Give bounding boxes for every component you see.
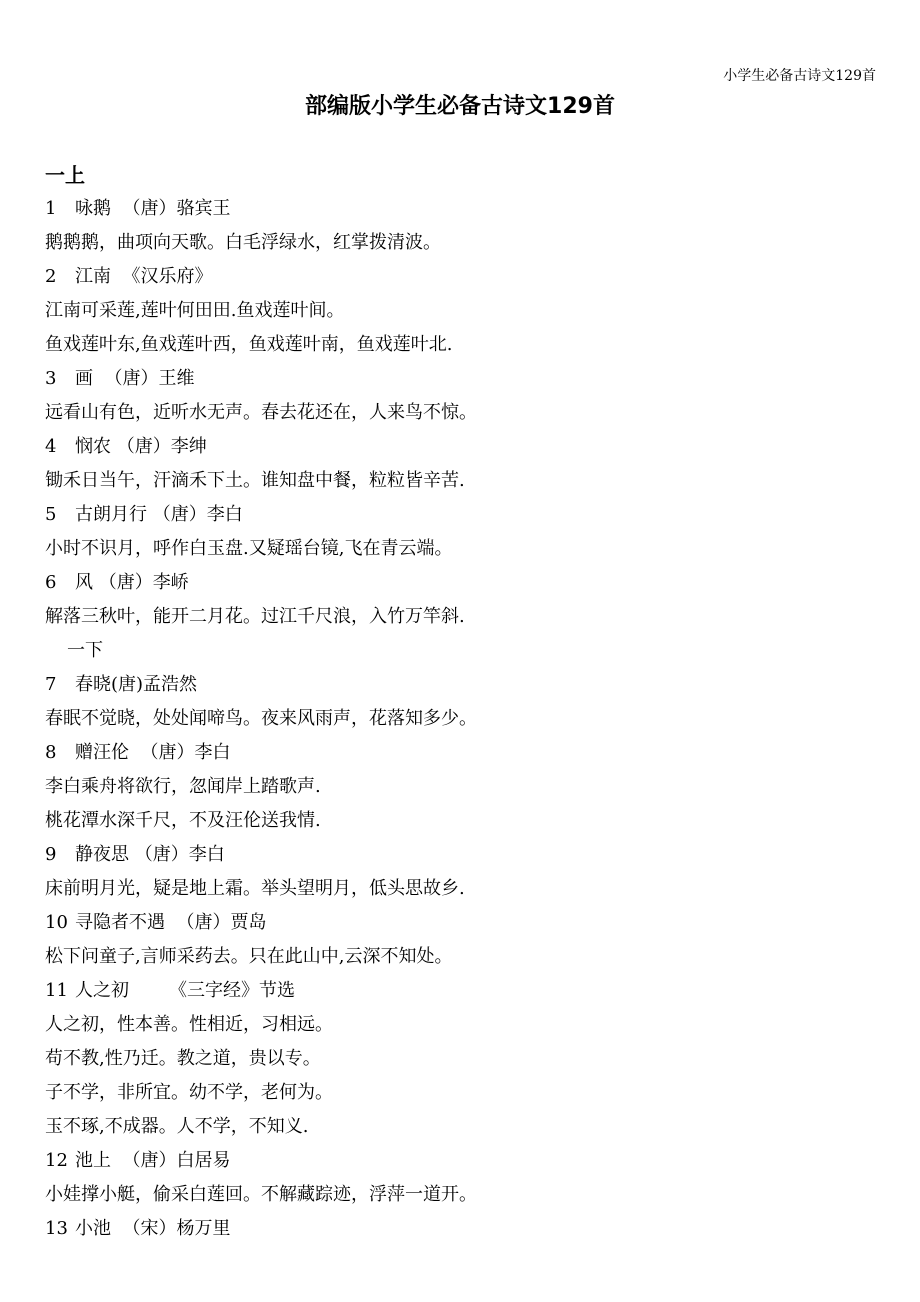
poem-title xyxy=(45,838,885,872)
poem-number: 11 xyxy=(45,980,68,1001)
poem-line: 春眠不觉晓，处处闻啼鸟。夜来风雨声，花落知多少。 xyxy=(45,708,477,729)
poem-title-text: 静夜思 （唐）李白 xyxy=(75,844,225,865)
poem-item xyxy=(45,566,885,634)
poem-number: 9 xyxy=(45,844,57,865)
poem-title xyxy=(45,192,885,226)
section-grade-1-second-term xyxy=(45,634,885,1246)
poem-number: 8 xyxy=(45,742,57,763)
poem-item xyxy=(45,906,885,974)
running-header: 小学生必备古诗文129首 xyxy=(723,68,876,84)
poem-item xyxy=(45,974,885,1144)
poem-line: 子不学，非所宜。幼不学，老何为。 xyxy=(45,1082,333,1103)
poem-number: 13 xyxy=(45,1218,68,1239)
poem-line: 人之初，性本善。性相近，习相远。 xyxy=(45,1014,333,1035)
poem-item xyxy=(45,498,885,566)
poem-item xyxy=(45,260,885,362)
poem-line: 锄禾日当午，汗滴禾下土。谁知盘中餐，粒粒皆辛苦. xyxy=(45,470,465,491)
poem-item xyxy=(45,668,885,736)
poem-line: 远看山有色，近听水无声。春去花还在，人来鸟不惊。 xyxy=(45,402,477,423)
poem-line: 苟不教,性乃迁。教之道，贵以专。 xyxy=(45,1048,321,1069)
poem-item xyxy=(45,1212,885,1246)
poem-number: 10 xyxy=(45,912,68,933)
poem-title-text: 古朗月行 （唐）李白 xyxy=(75,504,243,525)
poem-title-text: 悯农 （唐）李绅 xyxy=(75,436,207,457)
poem-item xyxy=(45,838,885,906)
poem-title-text: 咏鹅 （唐）骆宾王 xyxy=(75,198,231,219)
poem-line: 鱼戏莲叶东,鱼戏莲叶西，鱼戏莲叶南，鱼戏莲叶北. xyxy=(45,334,453,355)
poem-line: 桃花潭水深千尺，不及汪伦送我情. xyxy=(45,810,321,831)
poem-title xyxy=(45,736,885,770)
poem-title-text: 寻隐者不遇 （唐）贾岛 xyxy=(75,912,267,933)
poem-title xyxy=(45,260,885,294)
poem-number: 1 xyxy=(45,198,57,219)
poem-title xyxy=(45,430,885,464)
section-grade-1-first-term xyxy=(45,158,885,634)
poem-line: 松下问童子,言师采药去。只在此山中,云深不知处。 xyxy=(45,946,453,967)
poem-line: 玉不琢,不成器。人不学，不知义. xyxy=(45,1116,309,1137)
poem-item xyxy=(45,362,885,430)
poem-title-text: 风 （唐）李峤 xyxy=(75,572,189,593)
poem-line: 床前明月光，疑是地上霜。举头望明月，低头思故乡. xyxy=(45,878,465,899)
poem-title-text: 小池 （宋）杨万里 xyxy=(75,1218,231,1239)
poem-line: 小娃撑小艇，偷采白莲回。不解藏踪迹，浮萍一道开。 xyxy=(45,1184,477,1205)
poem-number: 2 xyxy=(45,266,57,287)
poem-number: 12 xyxy=(45,1150,68,1171)
poem-line: 解落三秋叶，能开二月花。过江千尺浪，入竹万竿斜. xyxy=(45,606,465,627)
poem-title-text: 江南 《汉乐府》 xyxy=(75,266,213,287)
document-body xyxy=(45,158,885,1246)
poem-number: 3 xyxy=(45,368,57,389)
poem-line: 江南可采莲,莲叶何田田.鱼戏莲叶间。 xyxy=(45,300,345,321)
poem-title xyxy=(45,906,885,940)
document-title: 部编版小学生必备古诗文129首 xyxy=(305,94,615,119)
poem-title xyxy=(45,668,885,702)
poem-item xyxy=(45,1144,885,1212)
poem-title-text: 春晓(唐)孟浩然 xyxy=(75,674,198,695)
poem-title xyxy=(45,362,885,396)
poem-line: 鹅鹅鹅，曲项向天歌。白毛浮绿水，红掌拨清波。 xyxy=(45,232,441,253)
poem-title xyxy=(45,1212,885,1246)
poem-title xyxy=(45,498,885,532)
section-heading: 一上 xyxy=(45,163,85,187)
poem-number: 7 xyxy=(45,674,57,695)
section-heading: 一下 xyxy=(67,640,103,661)
poem-number: 4 xyxy=(45,436,57,457)
poem-item xyxy=(45,430,885,498)
poem-item xyxy=(45,736,885,838)
poem-title-text: 画 （唐）王维 xyxy=(75,368,195,389)
poem-title-text: 人之初 《三字经》节选 xyxy=(75,980,296,1001)
poem-number: 6 xyxy=(45,572,57,593)
poem-line: 李白乘舟将欲行，忽闻岸上踏歌声. xyxy=(45,776,321,797)
poem-title-text: 赠汪伦 （唐）李白 xyxy=(75,742,231,763)
poem-number: 5 xyxy=(45,504,57,525)
poem-title xyxy=(45,566,885,600)
poem-title xyxy=(45,974,885,1008)
poem-title-text: 池上 （唐）白居易 xyxy=(75,1150,231,1171)
poem-line: 小时不识月，呼作白玉盘.又疑瑶台镜,飞在青云端。 xyxy=(45,538,453,559)
poem-title xyxy=(45,1144,885,1178)
poem-item xyxy=(45,192,885,260)
